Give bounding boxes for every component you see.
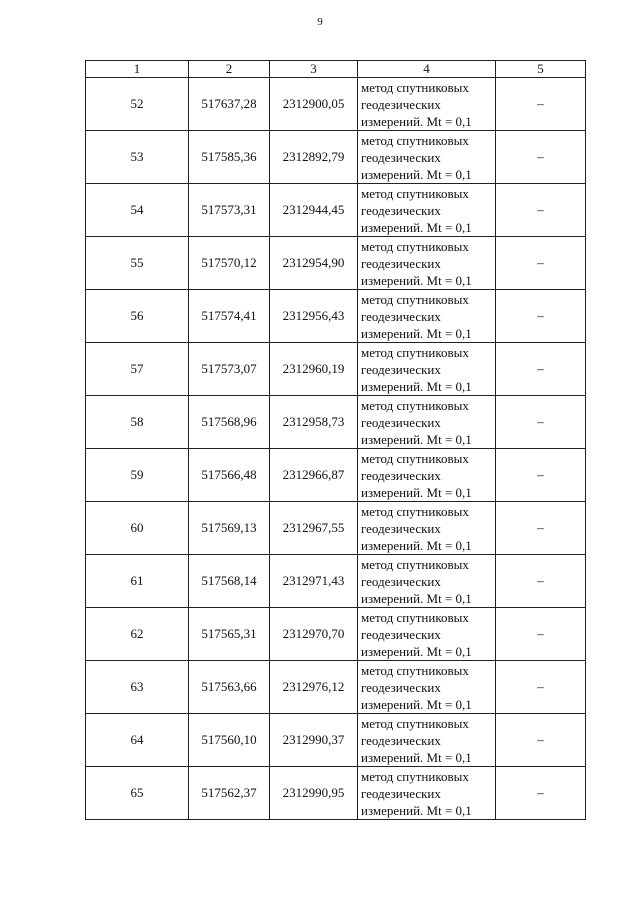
method-line: метод спутниковых xyxy=(361,185,469,201)
y-coordinate-cell: 2312966,87 xyxy=(270,449,358,502)
y-coordinate-cell: 2312970,70 xyxy=(270,608,358,661)
method-cell xyxy=(358,343,496,396)
coordinates-table xyxy=(85,60,586,820)
x-coordinate-cell: 517568,96 xyxy=(189,396,270,449)
method-line: измерений. Mt = 0,1 xyxy=(361,113,472,129)
point-number-cell: 65 xyxy=(86,767,189,820)
table-row xyxy=(86,131,586,184)
method-cell xyxy=(358,78,496,131)
point-number-cell: 59 xyxy=(86,449,189,502)
y-coordinate-cell: 2312990,95 xyxy=(270,767,358,820)
x-coordinate-cell: 517570,12 xyxy=(189,237,270,290)
x-coordinate-cell: 517573,31 xyxy=(189,184,270,237)
x-coordinate-cell: 517566,48 xyxy=(189,449,270,502)
table-row xyxy=(86,237,586,290)
header-row xyxy=(86,61,586,78)
method-line: метод спутниковых xyxy=(361,715,469,731)
note-cell: – xyxy=(496,78,586,131)
note-cell: – xyxy=(496,767,586,820)
x-coordinate-cell: 517560,10 xyxy=(189,714,270,767)
method-cell xyxy=(358,449,496,502)
note-cell: – xyxy=(496,290,586,343)
method-cell xyxy=(358,661,496,714)
point-number-cell: 62 xyxy=(86,608,189,661)
method-line: измерений. Mt = 0,1 xyxy=(361,802,472,818)
method-line: геодезических xyxy=(361,573,441,589)
table-row xyxy=(86,502,586,555)
table-row xyxy=(86,343,586,396)
table-row xyxy=(86,661,586,714)
method-line: измерений. Mt = 0,1 xyxy=(361,484,472,500)
y-coordinate-cell: 2312956,43 xyxy=(270,290,358,343)
y-coordinate-cell: 2312958,73 xyxy=(270,396,358,449)
x-coordinate-cell: 517574,41 xyxy=(189,290,270,343)
note-cell: – xyxy=(496,237,586,290)
method-line: геодезических xyxy=(361,520,441,536)
method-line: геодезических xyxy=(361,202,441,218)
y-coordinate-cell: 2312944,45 xyxy=(270,184,358,237)
method-line: метод спутниковых xyxy=(361,609,469,625)
method-line: геодезических xyxy=(361,785,441,801)
y-coordinate-cell: 2312960,19 xyxy=(270,343,358,396)
method-line: геодезических xyxy=(361,732,441,748)
note-cell: – xyxy=(496,661,586,714)
table-row xyxy=(86,290,586,343)
point-number-cell: 60 xyxy=(86,502,189,555)
method-line: геодезических xyxy=(361,149,441,165)
method-line: геодезических xyxy=(361,467,441,483)
y-coordinate-cell: 2312892,79 xyxy=(270,131,358,184)
method-cell xyxy=(358,396,496,449)
method-line: измерений. Mt = 0,1 xyxy=(361,219,472,235)
point-number-cell: 54 xyxy=(86,184,189,237)
note-cell: – xyxy=(496,555,586,608)
table-row xyxy=(86,714,586,767)
note-cell: – xyxy=(496,184,586,237)
x-coordinate-cell: 517569,13 xyxy=(189,502,270,555)
method-line: измерений. Mt = 0,1 xyxy=(361,749,472,765)
method-line: измерений. Mt = 0,1 xyxy=(361,590,472,606)
method-line: измерений. Mt = 0,1 xyxy=(361,378,472,394)
page-number: 9 xyxy=(317,16,323,28)
header-col-1: 1 xyxy=(86,61,189,78)
method-cell xyxy=(358,184,496,237)
method-line: измерений. Mt = 0,1 xyxy=(361,643,472,659)
point-number-cell: 63 xyxy=(86,661,189,714)
header-col-2: 2 xyxy=(189,61,270,78)
method-line: метод спутниковых xyxy=(361,503,469,519)
method-cell xyxy=(358,131,496,184)
method-line: метод спутниковых xyxy=(361,238,469,254)
note-cell: – xyxy=(496,343,586,396)
method-line: измерений. Mt = 0,1 xyxy=(361,166,472,182)
method-line: измерений. Mt = 0,1 xyxy=(361,431,472,447)
x-coordinate-cell: 517562,37 xyxy=(189,767,270,820)
method-line: геодезических xyxy=(361,96,441,112)
method-cell xyxy=(358,237,496,290)
method-line: геодезических xyxy=(361,255,441,271)
method-line: измерений. Mt = 0,1 xyxy=(361,272,472,288)
point-number-cell: 53 xyxy=(86,131,189,184)
point-number-cell: 52 xyxy=(86,78,189,131)
x-coordinate-cell: 517563,66 xyxy=(189,661,270,714)
method-line: метод спутниковых xyxy=(361,344,469,360)
x-coordinate-cell: 517637,28 xyxy=(189,78,270,131)
note-cell: – xyxy=(496,449,586,502)
method-line: геодезических xyxy=(361,414,441,430)
y-coordinate-cell: 2312954,90 xyxy=(270,237,358,290)
point-number-cell: 58 xyxy=(86,396,189,449)
method-line: геодезических xyxy=(361,679,441,695)
table-row xyxy=(86,449,586,502)
note-cell: – xyxy=(496,131,586,184)
x-coordinate-cell: 517568,14 xyxy=(189,555,270,608)
x-coordinate-cell: 517585,36 xyxy=(189,131,270,184)
note-cell: – xyxy=(496,714,586,767)
table-body xyxy=(86,78,586,820)
note-cell: – xyxy=(496,502,586,555)
method-line: геодезических xyxy=(361,361,441,377)
method-line: измерений. Mt = 0,1 xyxy=(361,696,472,712)
point-number-cell: 57 xyxy=(86,343,189,396)
table-header xyxy=(86,61,586,78)
method-line: измерений. Mt = 0,1 xyxy=(361,537,472,553)
point-number-cell: 56 xyxy=(86,290,189,343)
table-row xyxy=(86,78,586,131)
method-line: метод спутниковых xyxy=(361,291,469,307)
note-cell: – xyxy=(496,608,586,661)
point-number-cell: 55 xyxy=(86,237,189,290)
method-cell xyxy=(358,608,496,661)
point-number-cell: 64 xyxy=(86,714,189,767)
method-line: метод спутниковых xyxy=(361,79,469,95)
table-row xyxy=(86,184,586,237)
y-coordinate-cell: 2312967,55 xyxy=(270,502,358,555)
y-coordinate-cell: 2312976,12 xyxy=(270,661,358,714)
table-row xyxy=(86,555,586,608)
method-cell xyxy=(358,767,496,820)
method-line: метод спутниковых xyxy=(361,450,469,466)
method-cell xyxy=(358,714,496,767)
note-cell: – xyxy=(496,396,586,449)
method-line: метод спутниковых xyxy=(361,662,469,678)
method-line: метод спутниковых xyxy=(361,397,469,413)
method-cell xyxy=(358,290,496,343)
table-row xyxy=(86,608,586,661)
x-coordinate-cell: 517565,31 xyxy=(189,608,270,661)
method-cell xyxy=(358,502,496,555)
method-line: измерений. Mt = 0,1 xyxy=(361,325,472,341)
y-coordinate-cell: 2312990,37 xyxy=(270,714,358,767)
header-col-5: 5 xyxy=(496,61,586,78)
point-number-cell: 61 xyxy=(86,555,189,608)
header-col-3: 3 xyxy=(270,61,358,78)
x-coordinate-cell: 517573,07 xyxy=(189,343,270,396)
y-coordinate-cell: 2312900,05 xyxy=(270,78,358,131)
y-coordinate-cell: 2312971,43 xyxy=(270,555,358,608)
method-line: метод спутниковых xyxy=(361,768,469,784)
table-row xyxy=(86,767,586,820)
method-line: геодезических xyxy=(361,626,441,642)
method-line: геодезических xyxy=(361,308,441,324)
table-row xyxy=(86,396,586,449)
method-line: метод спутниковых xyxy=(361,132,469,148)
method-cell xyxy=(358,555,496,608)
method-line: метод спутниковых xyxy=(361,556,469,572)
header-col-4: 4 xyxy=(358,61,496,78)
